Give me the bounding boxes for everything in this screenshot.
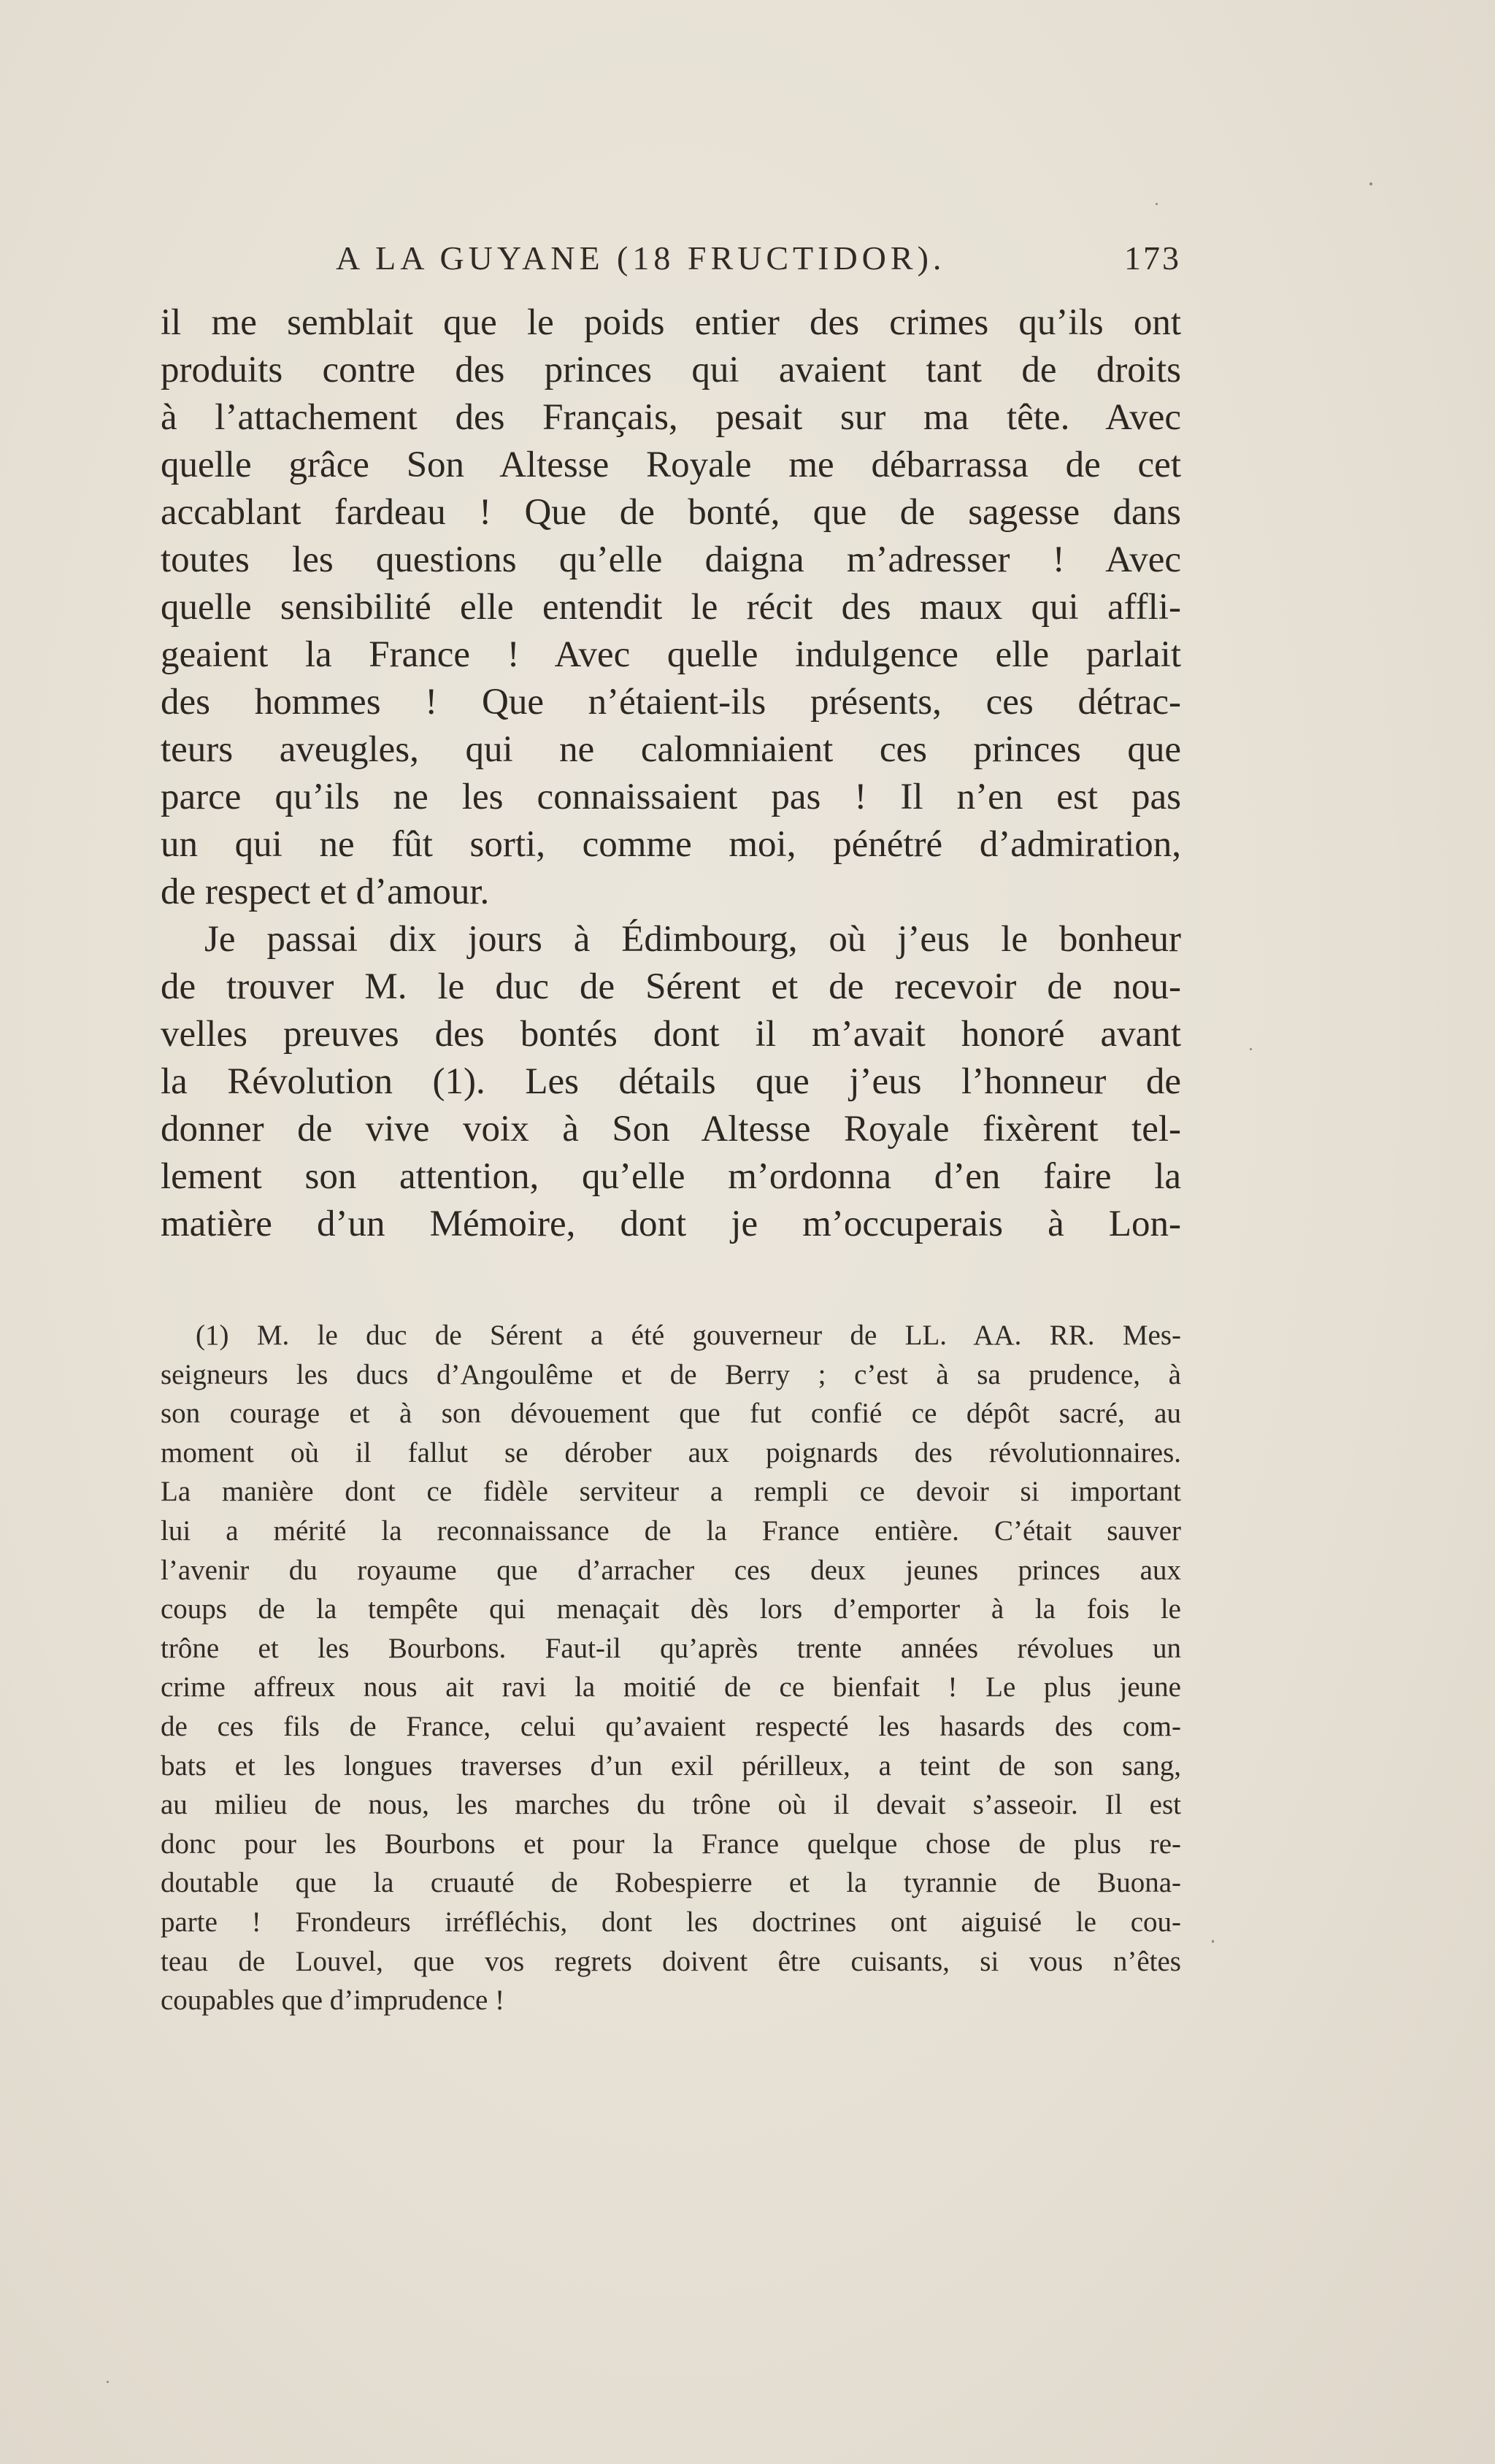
footnote-line: (1) M. le duc de Sérent a été gouverneur de LL. AA. RR. Mes- — [196, 1320, 1181, 1351]
footnote-line: lui a mérité la reconnaissance de la France entière. C’était sauver — [161, 1514, 1181, 1547]
paragraph-end-line: de respect et d’amour. — [161, 871, 490, 912]
footnote-line: l’avenir du royaume que d’arracher ces deux jeunes princes aux — [161, 1554, 1181, 1586]
text-line: toutes les questions qu’elle daigna m’adresser ! Avec — [161, 539, 1181, 580]
footnote-line: coupables que d’imprudence ! — [161, 1984, 505, 2017]
text-line: teurs aveugles, qui ne calomniaient ces princes que — [161, 729, 1181, 770]
paragraph-start-line: Je passai dix jours à Édimbourg, où j’eus le bonheur — [204, 919, 1181, 960]
paper-speck — [1250, 1048, 1252, 1050]
text-line: geaient la France ! Avec quelle indulgence elle parlait — [161, 634, 1181, 675]
running-title: A LA GUYANE (18 FRUCTIDOR). — [336, 239, 946, 277]
text-line: la Révolution (1). Les détails que j’eus l’honneur de — [161, 1061, 1181, 1102]
text-line: accablant fardeau ! Que de bonté, que de sagesse dans — [161, 492, 1181, 533]
paper-speck — [1369, 182, 1372, 185]
text-line: de trouver M. le duc de Sérent et de recevoir de nou- — [161, 966, 1181, 1007]
footnote-line: au milieu de nous, les marches du trône où il devait s’asseoir. Il est — [161, 1789, 1181, 1821]
paper-speck — [1156, 203, 1158, 205]
text-line: quelle sensibilité elle entendit le récit des maux qui affli- — [161, 587, 1181, 628]
text-line: un qui ne fût sorti, comme moi, pénétré d’admiration, — [161, 824, 1181, 865]
footnote-line: son courage et à son dévouement que fut confié ce dépôt sacré, au — [161, 1398, 1181, 1430]
footnote — [161, 1316, 1181, 2020]
text-line: donner de vive voix à Son Altesse Royale fixèrent tel- — [161, 1109, 1181, 1150]
text-line: il me semblait que le poids entier des crimes qu’ils ont — [161, 302, 1181, 343]
footnote-line: La manière dont ce fidèle serviteur a rempli ce devoir si important — [161, 1476, 1181, 1508]
text-line: lement son attention, qu’elle m’ordonna d’en faire la — [161, 1156, 1181, 1197]
text-line: des hommes ! Que n’étaient-ils présents, ces détrac- — [161, 682, 1181, 723]
footnote-line: seigneurs les ducs d’Angoulême et de Berry ; c’est à sa prudence, à — [161, 1358, 1181, 1390]
footnote-line: bats et les longues traverses d’un exil périlleux, a teint de son sang, — [161, 1749, 1181, 1782]
footnote-line: teau de Louvel, que vos regrets doivent être cuisants, si vous n’êtes — [161, 1945, 1181, 1977]
footnote-line: de ces fils de France, celui qu’avaient respecté les hasards des com- — [161, 1710, 1181, 1742]
running-head — [161, 235, 1181, 282]
text-line: produits contre des princes qui avaient tant de droits — [161, 350, 1181, 390]
text-line: matière d’un Mémoire, dont je m’occuperais à Lon- — [161, 1204, 1181, 1244]
footnote-line: parte ! Frondeurs irréfléchis, dont les doctrines ont aiguisé le cou- — [161, 1906, 1181, 1938]
footnote-line: doutable que la cruauté de Robespierre et la tyrannie de Buona- — [161, 1867, 1181, 1899]
footnote-line: moment où il fallut se dérober aux poignards des révolutionnaires. — [161, 1436, 1181, 1468]
footnote-line: crime affreux nous ait ravi la moitié de ce bienfait ! Le plus jeune — [161, 1671, 1181, 1703]
paper-speck — [1212, 1940, 1214, 1943]
footnote-line: trône et les Bourbons. Faut-il qu’après trente années révolues un — [161, 1632, 1181, 1664]
footnote-line: donc pour les Bourbons et pour la France quelque chose de plus re- — [161, 1828, 1181, 1860]
footnote-line: coups de la tempête qui menaçait dès lors d’emporter à la fois le — [161, 1593, 1181, 1625]
paper-speck — [107, 2381, 109, 2383]
page-number: 173 — [1124, 239, 1181, 277]
main-text — [161, 299, 1181, 1248]
text-line: parce qu’ils ne les connaissaient pas ! Il n’en est pas — [161, 777, 1181, 817]
text-line: à l’attachement des Français, pesait sur ma tête. Avec — [161, 397, 1181, 438]
text-line: velles preuves des bontés dont il m’avait honoré avant — [161, 1014, 1181, 1055]
text-line: quelle grâce Son Altesse Royale me débarrassa de cet — [161, 444, 1181, 485]
